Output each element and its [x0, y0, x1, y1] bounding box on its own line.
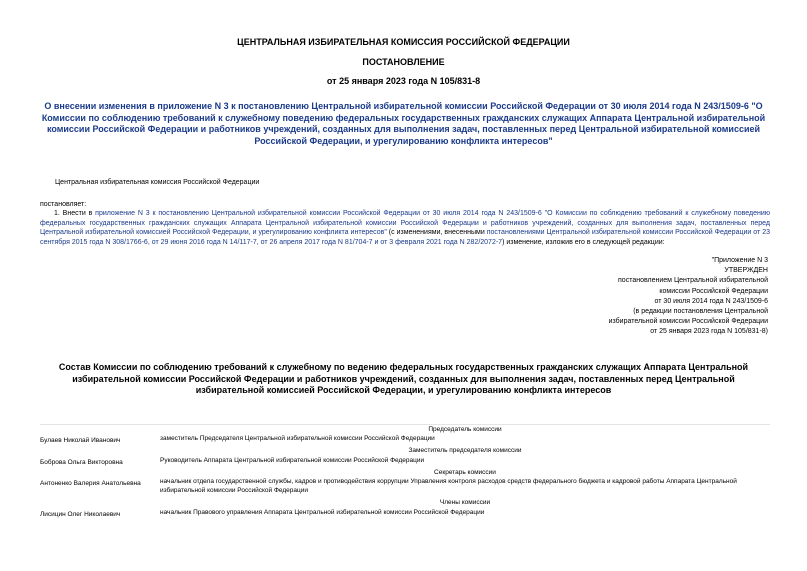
annex-line-7: избирательной комиссии Российской Федерации: [608, 318, 768, 326]
doc-title-link[interactable]: приложение N 3 к постановлению Центральной избирательной комиссии Российской Федерации от 30 июля 2014 года N 243/1509-6 "О Комиссии по соблюдению требований к служебному поведению федеральных государственных гражданских служащих Аппарата Центральной избирательной комиссии Российской Федерации и работников учреждений, созданных для выполнения задач, поставленных перед Центральной избирательной комиссией Российской Федерации, и урегулированию конфликта интересов": [41, 101, 766, 146]
annex-line-4: комиссии Российской Федерации: [659, 287, 768, 295]
composition-title: Состав Комиссии по соблюдению требований к служебному по ведению федеральных государственных гражданских служащих Аппарата Центральной избирательной комиссии Российской Федерации и работников учреждений, созданных для выполнения задач, поставленных перед Центральной избирательной комиссией Российской Федерации, и урегулированию конфликта интересов: [58, 362, 749, 395]
org-name: ЦЕНТРАЛЬНАЯ ИЗБИРАТЕЛЬНАЯ КОМИССИЯ РОССИЙСКОЙ ФЕДЕРАЦИИ: [237, 37, 570, 47]
member-1-position: начальник Правового управления Аппарата Центральной избирательной комиссии Российской Федерации: [160, 509, 485, 516]
annex-line-2: УТВЕРЖДЕН: [724, 267, 768, 275]
doc-title: [40, 101, 767, 147]
secretary-name: Антоненко Валерия Анатольевна: [40, 480, 141, 487]
doc-type: ПОСТАНОВЛЕНИЕ: [362, 57, 445, 67]
p1-link2[interactable]: постановлениями Центральной избирательной комиссии Российской Федерации от 23 сентября 2015 года N 308/1766-6, от 29 июня 2016 года N 14/117-7, от 26 апреля 2017 года N 81/704-7 и от 3 февраля 2021 года N 282/2072-7: [40, 229, 770, 246]
p1-end: ) изменение, изложив его в следующей редакции:: [502, 238, 665, 246]
paragraph-1: [40, 209, 770, 247]
role-chair: Председатель комиссии: [428, 426, 502, 433]
doc-date-number: от 25 января 2023 года N 105/831-8: [326, 76, 481, 86]
p1-link[interactable]: приложение N 3 к постановлению Центральной избирательной комиссии Российской Федерации от 30 июля 2014 года N 243/1509-6 "О Комиссии по соблюдению требований к служебному поведению федеральных государственных гражданских служащих Аппарата Центральной избирательной комиссии Российской Федерации и работников учреждений, созданных для выполнения задач, поставленных перед Центральной избирательной комиссией Российской Федерации, и урегулированию конфликта интересов": [40, 210, 770, 236]
issuer: Центральная избирательная комиссия Российской Федерации: [55, 179, 260, 186]
annex-line-1: "Приложение N 3: [711, 257, 768, 264]
annex-block: [560, 256, 768, 338]
chair-name: Булаев Николай Иванович: [40, 437, 121, 444]
p1-start: 1. Внести в: [54, 210, 96, 217]
chair-position: заместитель Председателя Центральной избирательной комиссии Российской Федерации: [160, 435, 435, 442]
annex-line-8: от 25 января 2023 года N 105/831-8): [650, 328, 768, 336]
annex-line-3: постановлением Центральной избирательной: [618, 277, 768, 285]
deputy-position: Руководитель Аппарата Центральной избирательной комиссии Российской Федерации: [160, 457, 425, 464]
role-deputy: Заместитель председателя комиссии: [408, 447, 522, 454]
member-1-name: Лисицин Олег Николаевич: [40, 511, 121, 518]
annex-line-5: от 30 июля 2014 года N 243/1509-6: [654, 297, 768, 305]
resolves: постановляет:: [40, 201, 87, 208]
table-top-rule: [40, 424, 770, 425]
deputy-name: Боброва Ольга Викторовна: [40, 459, 123, 466]
secretary-position: начальник отдела государственной службы, кадров и противодействия коррупции Управления контроля расходов средств федерального бюджета и кадровой работы Аппарата Центральной избирательной комиссии Российской Федерации: [160, 478, 737, 494]
p1-mid: (с изменениями, внесенными: [386, 229, 487, 236]
annex-line-6: (в редакции постановления Центральной: [633, 308, 768, 316]
doc-title-prefix: О внесении изменения в: [44, 101, 158, 111]
role-secretary: Секретарь комиссии: [434, 469, 496, 476]
role-members: Члены комиссии: [439, 499, 491, 506]
